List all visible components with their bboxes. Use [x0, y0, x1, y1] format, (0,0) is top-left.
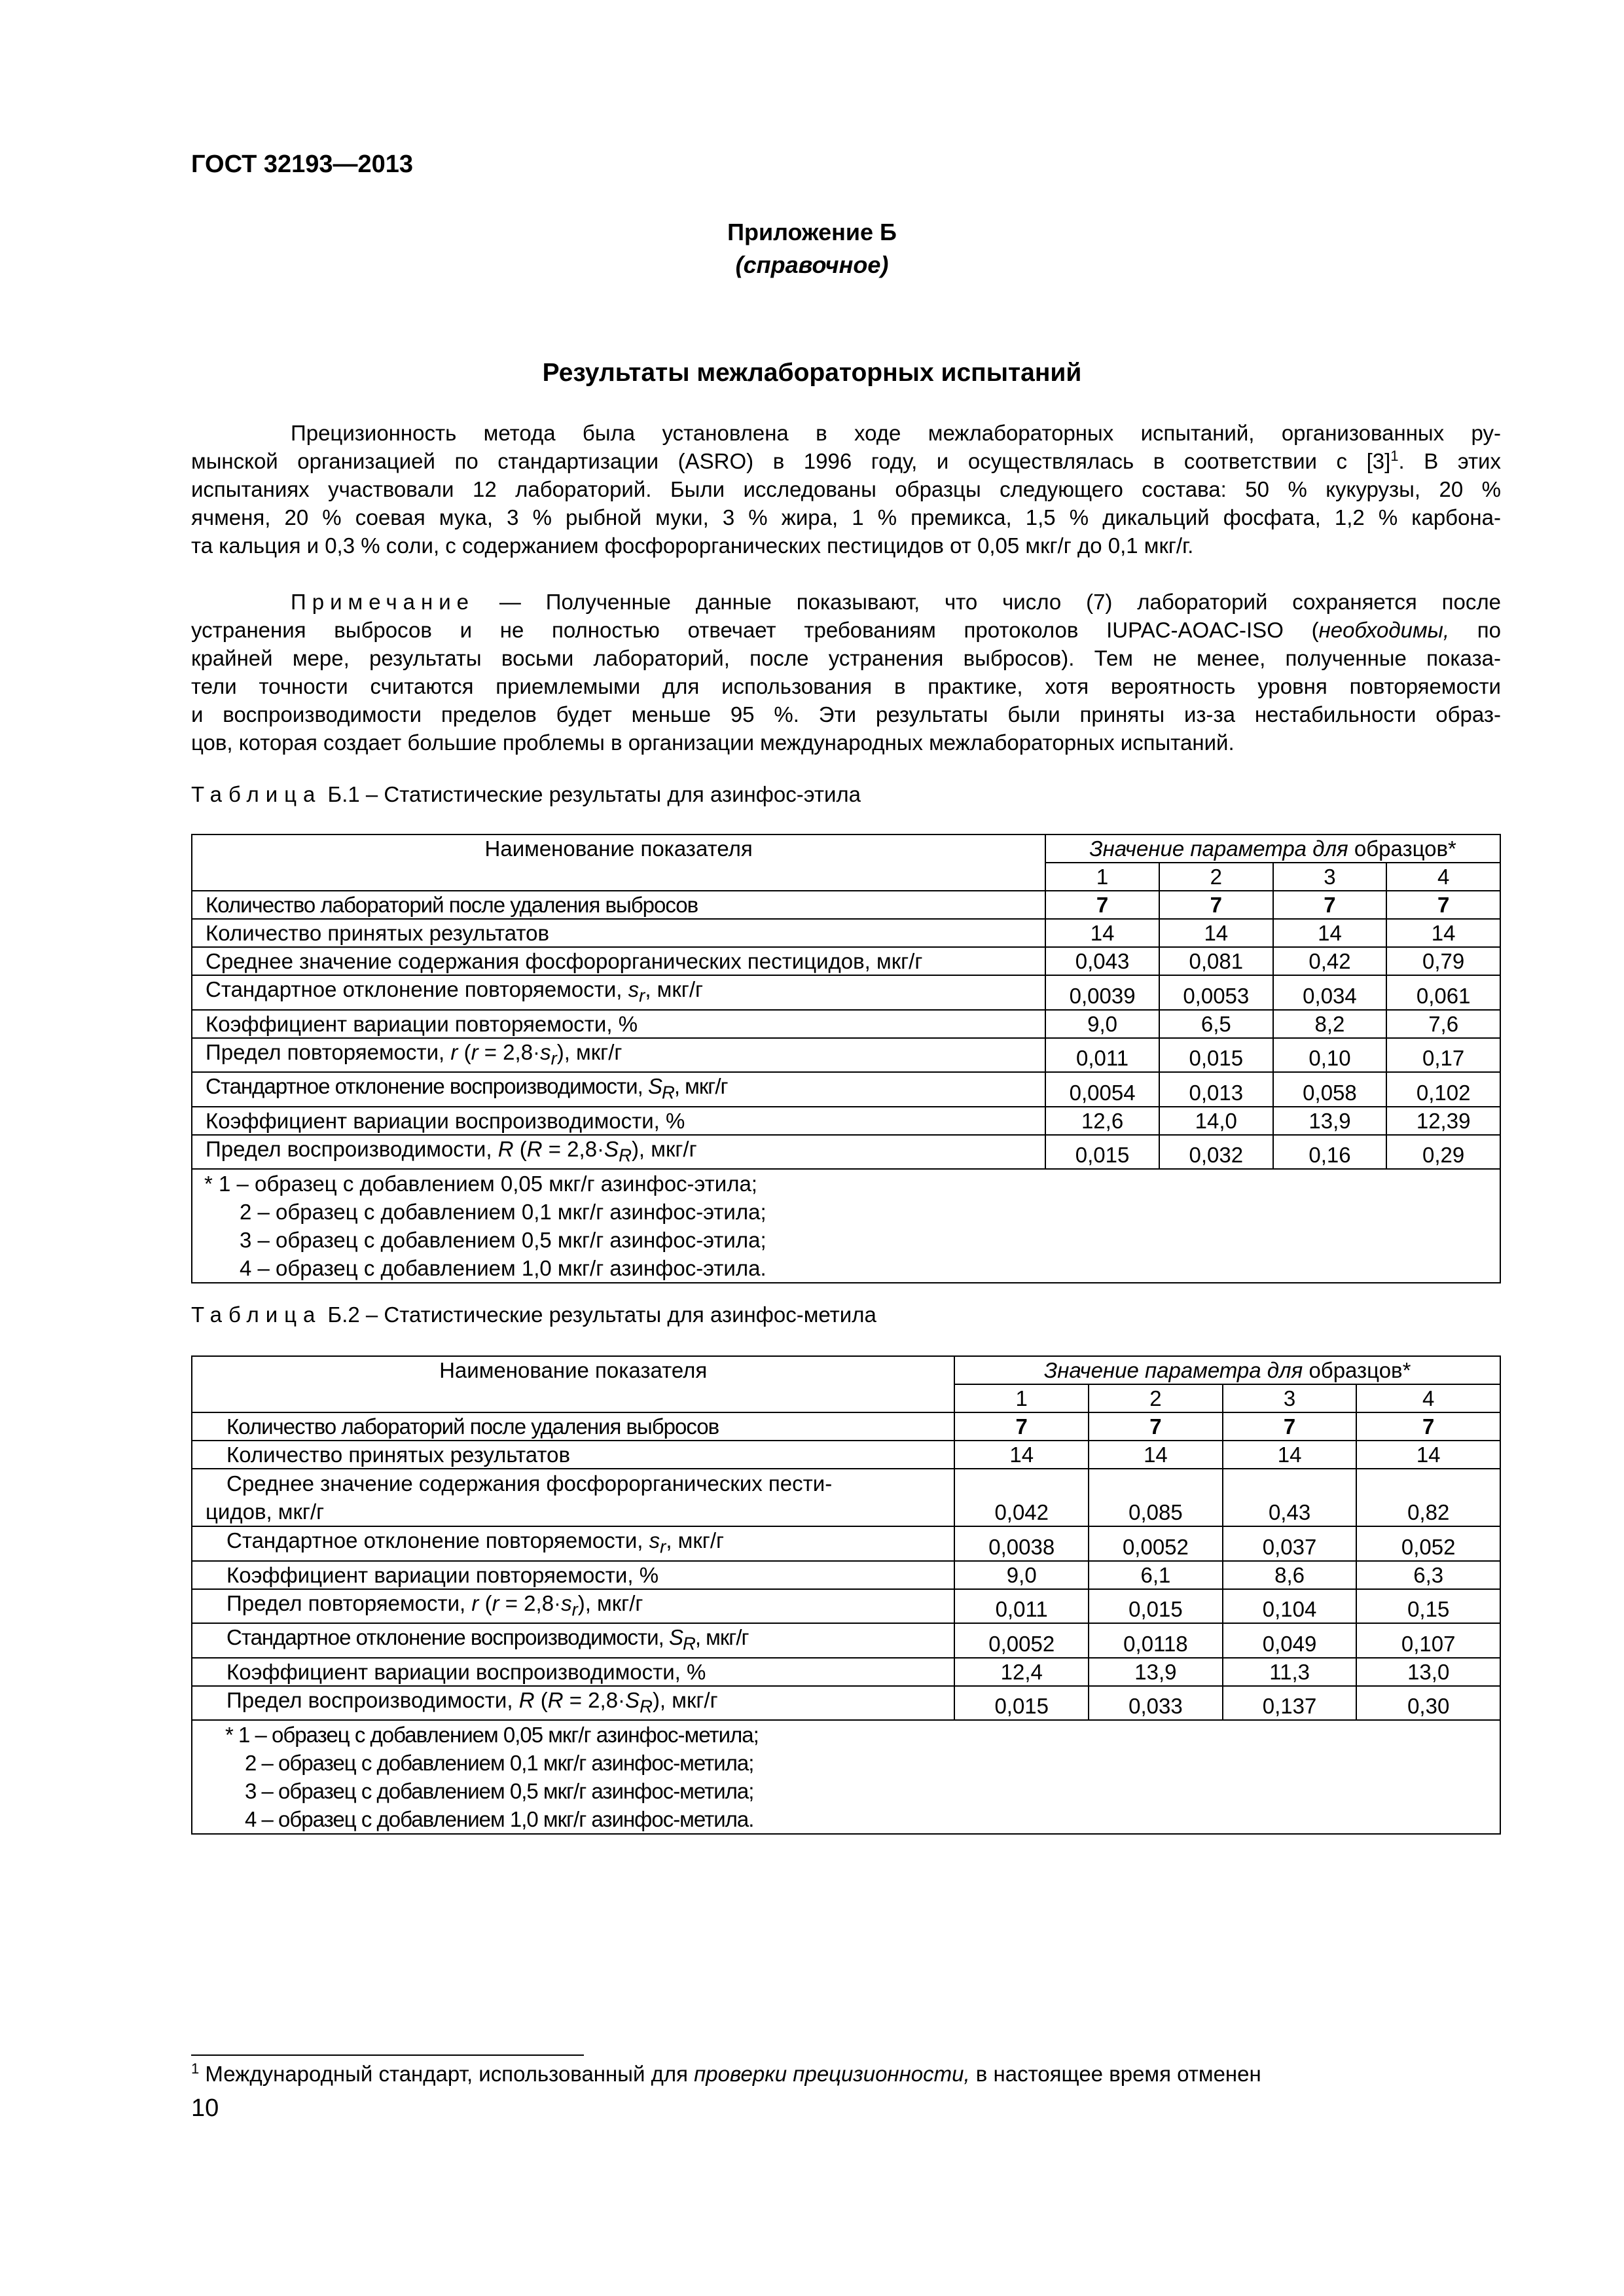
cell-value: 0,081: [1159, 947, 1273, 975]
cell-value: 7: [1089, 1412, 1223, 1441]
cell-value: 0,061: [1386, 975, 1500, 1010]
para-line: ячменя, 20 % соевая мука, 3 % рыбной муки, 3 % жира, 1 % премикса, 1,5 % дикальций фосфата, 1,2 % карбона-: [191, 505, 1501, 529]
cell-value: 0,29: [1386, 1135, 1500, 1170]
label-text: Предел воспроизводимости,: [206, 1136, 498, 1161]
cell-value: 0,30: [1356, 1686, 1500, 1721]
sample-header: 4: [1386, 863, 1500, 891]
cell-value: 0,137: [1223, 1686, 1357, 1721]
appendix-subtitle: (справочное): [735, 251, 889, 278]
cell-value: 0,085: [1089, 1469, 1223, 1526]
label-text: (: [534, 1687, 548, 1712]
appendix-heading: [0, 216, 1624, 281]
cell-value: 0,102: [1386, 1072, 1500, 1107]
subscript: R: [619, 1145, 632, 1166]
symbol: R: [526, 1136, 543, 1161]
cell-value: 0,049: [1223, 1623, 1357, 1658]
para-line: [191, 616, 1501, 644]
cell-value: 0,104: [1223, 1589, 1357, 1624]
caption-text: Б.1 – Статистические результаты для азинфос-этила: [321, 782, 861, 806]
table-row: [192, 1010, 1500, 1038]
precision-paragraph: [191, 419, 1501, 560]
label-text: , мкг/г: [674, 1074, 728, 1099]
symbol: s: [628, 977, 640, 1001]
label-text: , мкг/г: [695, 1625, 749, 1650]
cell-value: 0,0052: [1089, 1526, 1223, 1561]
subscript: R: [661, 1082, 674, 1103]
table-row: [192, 1072, 1500, 1107]
label-text: Предел повторяемости,: [206, 1039, 451, 1064]
para-text: устранения выбросов и не полностью отвечает требованиям протоколов IUPAC-AOAC-ISO (: [191, 618, 1319, 642]
para-text: — Полученные данные показывают, что число (7) лабораторий сохраняется после: [475, 590, 1501, 614]
label-text: Стандартное отклонение повторяемости,: [226, 1528, 649, 1552]
label-text: Предел повторяемости,: [226, 1590, 472, 1615]
document-code: ГОСТ 32193—2013: [191, 151, 414, 178]
label-text: Стандартное отклонение воспроизводимости,: [226, 1625, 669, 1650]
table-row: [192, 1686, 1500, 1721]
cell-value: 14: [1386, 919, 1500, 947]
para-line: цов, которая создает большие проблемы в организации международных межлабораторных испытаний.: [191, 730, 1235, 755]
footnote-ref: 1: [1390, 448, 1399, 464]
col-header-values: [1045, 834, 1500, 863]
para-line: Прецизионность метода была установлена в ходе межлабораторных испытаний, организованных ру-: [291, 421, 1501, 445]
para-line: [191, 588, 1501, 616]
sample-header: 1: [954, 1384, 1089, 1412]
cell-value: 0,015: [954, 1686, 1089, 1721]
cell-value: 6,1: [1089, 1561, 1223, 1589]
section-title: Результаты межлабораторных испытаний: [542, 359, 1082, 387]
cell-value: 11,3: [1223, 1658, 1357, 1686]
cell-value: 0,034: [1273, 975, 1387, 1010]
cell-value: 8,2: [1273, 1010, 1387, 1038]
row-label: [192, 1526, 954, 1561]
cell-value: 0,107: [1356, 1623, 1500, 1658]
table-b2: [191, 1355, 1501, 1835]
table-row: [192, 1412, 1500, 1441]
subscript: r: [660, 1536, 666, 1557]
cell-value: 0,0053: [1159, 975, 1273, 1010]
col-header-name: Наименование показателя: [192, 834, 1045, 891]
header-text: образцов*: [1303, 1358, 1411, 1382]
table-row: [192, 919, 1500, 947]
label-text: ), мкг/г: [577, 1590, 643, 1615]
header-text: образцов*: [1348, 836, 1456, 861]
cell-value: 0,011: [1045, 1038, 1159, 1073]
cell-value: 14,0: [1159, 1107, 1273, 1135]
table-row: [192, 1469, 1500, 1526]
caption-label: Таблица: [191, 782, 322, 806]
table-notes: [192, 1720, 1500, 1834]
table-b1: [191, 834, 1501, 1283]
cell-value: 12,39: [1386, 1107, 1500, 1135]
table1-caption: [191, 782, 861, 807]
cell-value: 0,042: [954, 1469, 1089, 1526]
symbol: S: [668, 1625, 683, 1650]
cell-value: 0,17: [1386, 1038, 1500, 1073]
cell-value: 14: [1223, 1441, 1357, 1469]
note-line: 4 – образец с добавлением 1,0 мкг/г азинфос-этила.: [240, 1256, 767, 1281]
para-line: тели точности считаются приемлемыми для использования в практике, хотя вероятность уровня повторяемости: [191, 674, 1501, 698]
para-text: мынской организацией по стандартизации (ASRO) в 1996 году, и осуществлялась в соответствии с [3]: [191, 449, 1391, 473]
symbol: s: [649, 1528, 660, 1552]
cell-value: 14: [954, 1441, 1089, 1469]
row-label: [192, 975, 1045, 1010]
cell-value: 14: [1356, 1441, 1500, 1469]
cell-value: 8,6: [1223, 1561, 1357, 1589]
label-text: Стандартное отклонение воспроизводимости,: [206, 1074, 648, 1099]
label-text: = 2,8·: [542, 1136, 605, 1161]
cell-value: 7: [1273, 891, 1387, 919]
label-text: Предел воспроизводимости,: [226, 1687, 519, 1712]
note-line: * 1 – образец с добавлением 0,05 мкг/г азинфос-метила;: [225, 1723, 759, 1748]
para-text-italic: необходимы,: [1318, 618, 1450, 642]
note-label: Примечание: [291, 590, 475, 614]
para-text: . В этих: [1398, 449, 1501, 473]
symbol: r: [450, 1039, 458, 1064]
cell-value: 0,013: [1159, 1072, 1273, 1107]
cell-value: 0,015: [1089, 1589, 1223, 1624]
cell-value: 7: [1159, 891, 1273, 919]
note-line: 2 – образец с добавлением 0,1 мкг/г азинфос-этила;: [240, 1200, 767, 1225]
symbol: r: [471, 1590, 479, 1615]
cell-value: 0,037: [1223, 1526, 1357, 1561]
footnote-mark: 1: [191, 2060, 200, 2077]
cell-value: 7: [1223, 1412, 1357, 1441]
cell-value: 0,015: [1045, 1135, 1159, 1170]
table-notes-row: [192, 1169, 1500, 1283]
symbol: s: [561, 1590, 572, 1615]
cell-value: 9,0: [954, 1561, 1089, 1589]
appendix-title: Приложение Б: [727, 219, 897, 245]
cell-value: 0,0039: [1045, 975, 1159, 1010]
table-notes-row: [192, 1720, 1500, 1834]
table-row: [192, 1623, 1500, 1658]
subscript: R: [682, 1633, 695, 1654]
sample-header: 2: [1089, 1384, 1223, 1412]
table-row: [192, 1526, 1500, 1561]
note-line: * 1 – образец с добавлением 0,05 мкг/г азинфос-этила;: [204, 1172, 757, 1196]
cell-value: 7: [954, 1412, 1089, 1441]
row-label: Количество лабораторий после удаления выбросов: [192, 1412, 954, 1441]
cell-value: 14: [1273, 919, 1387, 947]
row-label: [192, 1686, 954, 1721]
symbol: R: [547, 1687, 564, 1712]
page-number: 10: [191, 2094, 219, 2122]
para-line: та кальция и 0,3 % соли, с содержанием фосфорорганических пестицидов от 0,05 мкг/г до 0,1 мкг/г.: [191, 533, 1194, 558]
sample-header: 4: [1356, 1384, 1500, 1412]
cell-value: 0,015: [1159, 1038, 1273, 1073]
cell-value: 13,9: [1273, 1107, 1387, 1135]
note-line: 3 – образец с добавлением 0,5 мкг/г азинфос-этила;: [240, 1228, 767, 1253]
header-text-italic: Значение параметра для: [1043, 1358, 1303, 1382]
table-row: [192, 891, 1500, 919]
row-label: [192, 1589, 954, 1624]
label-line: Среднее значение содержания фосфорорганических пести-: [226, 1471, 833, 1496]
cell-value: 0,82: [1356, 1469, 1500, 1526]
footnote-text-italic: проверки прецизионности,: [694, 2062, 970, 2086]
cell-value: 0,0054: [1045, 1072, 1159, 1107]
symbol: r: [471, 1039, 478, 1064]
cell-value: 0,79: [1386, 947, 1500, 975]
cell-value: 0,43: [1223, 1469, 1357, 1526]
para-text: по: [1449, 618, 1501, 642]
col-header-values: [954, 1356, 1500, 1384]
table-row: [192, 1038, 1500, 1073]
label-text: , мкг/г: [645, 977, 704, 1001]
cell-value: 7: [1386, 891, 1500, 919]
sample-header: 3: [1223, 1384, 1357, 1412]
row-label: [192, 1469, 954, 1526]
symbol: R: [518, 1687, 535, 1712]
symbol: r: [492, 1590, 499, 1615]
sample-header: 2: [1159, 863, 1273, 891]
label-text: = 2,8·: [499, 1590, 562, 1615]
col-header-name: Наименование показателя: [192, 1356, 954, 1412]
cell-value: 7: [1045, 891, 1159, 919]
cell-value: 0,058: [1273, 1072, 1387, 1107]
table-row: [192, 1107, 1500, 1135]
row-label: Количество принятых результатов: [192, 919, 1045, 947]
header-text-italic: Значение параметра для: [1089, 836, 1348, 861]
table-row: [192, 1441, 1500, 1469]
table-row: [192, 1658, 1500, 1686]
footnote-divider: [191, 2054, 584, 2056]
caption-label: Таблица: [191, 1302, 322, 1327]
cell-value: 7: [1356, 1412, 1500, 1441]
table-row: [192, 1135, 1500, 1170]
footnote-text: в настоящее время отменен: [969, 2062, 1261, 2086]
row-label: [192, 1623, 954, 1658]
table-row: [192, 947, 1500, 975]
cell-value: 12,4: [954, 1658, 1089, 1686]
table-notes: [192, 1169, 1500, 1283]
sample-header: 3: [1273, 863, 1387, 891]
cell-value: 14: [1045, 919, 1159, 947]
subscript: R: [640, 1696, 653, 1717]
cell-value: 7,6: [1386, 1010, 1500, 1038]
symbol: S: [625, 1687, 640, 1712]
cell-value: 14: [1159, 919, 1273, 947]
table2-caption: [191, 1302, 876, 1327]
cell-value: 0,052: [1356, 1526, 1500, 1561]
cell-value: 12,6: [1045, 1107, 1159, 1135]
symbol: s: [540, 1039, 551, 1064]
para-line: и воспроизводимости пределов будет меньше 95 %. Эти результаты были приняты из-за нестабильности образ-: [191, 702, 1501, 726]
row-label: Среднее значение содержания фосфорорганических пестицидов, мкг/г: [192, 947, 1045, 975]
cell-value: 14: [1089, 1441, 1223, 1469]
label-text: (: [458, 1039, 471, 1064]
cell-value: 6,5: [1159, 1010, 1273, 1038]
label-text: ), мкг/г: [631, 1136, 697, 1161]
row-label: Количество лабораторий после удаления выбросов: [192, 891, 1045, 919]
note-paragraph: [191, 588, 1501, 757]
para-line: крайней мере, результаты восьми лабораторий, после устранения выбросов). Тем не менее, полученные показа-: [191, 646, 1501, 670]
row-label: [192, 1072, 1045, 1107]
cell-value: 13,0: [1356, 1658, 1500, 1686]
cell-value: 0,16: [1273, 1135, 1387, 1170]
cell-value: 0,15: [1356, 1589, 1500, 1624]
subscript: r: [571, 1599, 578, 1620]
subscript: r: [639, 985, 645, 1006]
label-text: ), мкг/г: [652, 1687, 718, 1712]
cell-value: 0,032: [1159, 1135, 1273, 1170]
row-label: [192, 1135, 1045, 1170]
cell-value: 0,043: [1045, 947, 1159, 975]
cell-value: 6,3: [1356, 1561, 1500, 1589]
cell-value: 0,0118: [1089, 1623, 1223, 1658]
sample-header: 1: [1045, 863, 1159, 891]
row-label: Коэффициент вариации повторяемости, %: [192, 1010, 1045, 1038]
label-text: = 2,8·: [478, 1039, 541, 1064]
footnote: [191, 2062, 1261, 2087]
note-line: 3 – образец с добавлением 0,5 мкг/г азинфос-метила;: [245, 1779, 754, 1804]
caption-text: Б.2 – Статистические результаты для азинфос-метила: [321, 1302, 876, 1327]
note-line: 4 – образец с добавлением 1,0 мкг/г азинфос-метила.: [245, 1807, 754, 1832]
cell-value: 0,033: [1089, 1686, 1223, 1721]
para-line: испытаниях участвовали 12 лабораторий. Были исследованы образцы следующего состава: 50 % кукурузы, 20 %: [191, 477, 1501, 501]
row-label: Коэффициент вариации воспроизводимости, %: [192, 1107, 1045, 1135]
row-label: Количество принятых результатов: [192, 1441, 954, 1469]
label-text: (: [513, 1136, 527, 1161]
table-row: [192, 1561, 1500, 1589]
label-text: (: [478, 1590, 492, 1615]
label-line: цидов, мкг/г: [206, 1499, 325, 1524]
symbol: R: [497, 1136, 514, 1161]
table-row: [192, 975, 1500, 1010]
label-text: = 2,8·: [563, 1687, 626, 1712]
cell-value: 0,011: [954, 1589, 1089, 1624]
note-line: 2 – образец с добавлением 0,1 мкг/г азинфос-метила;: [245, 1751, 754, 1776]
row-label: Коэффициент вариации повторяемости, %: [192, 1561, 954, 1589]
symbol: S: [647, 1074, 662, 1099]
label-text: ), мкг/г: [556, 1039, 623, 1064]
table-row: [192, 1589, 1500, 1624]
cell-value: 0,0038: [954, 1526, 1089, 1561]
row-label: [192, 1038, 1045, 1073]
cell-value: 13,9: [1089, 1658, 1223, 1686]
row-label: Коэффициент вариации воспроизводимости, %: [192, 1658, 954, 1686]
label-text: Стандартное отклонение повторяемости,: [206, 977, 628, 1001]
cell-value: 0,42: [1273, 947, 1387, 975]
footnote-text: Международный стандарт, использованный для: [199, 2062, 695, 2086]
cell-value: 9,0: [1045, 1010, 1159, 1038]
subscript: r: [550, 1048, 557, 1069]
symbol: S: [604, 1136, 619, 1161]
label-text: , мкг/г: [666, 1528, 725, 1552]
para-line: [191, 447, 1501, 475]
cell-value: 0,10: [1273, 1038, 1387, 1073]
cell-value: 0,0052: [954, 1623, 1089, 1658]
